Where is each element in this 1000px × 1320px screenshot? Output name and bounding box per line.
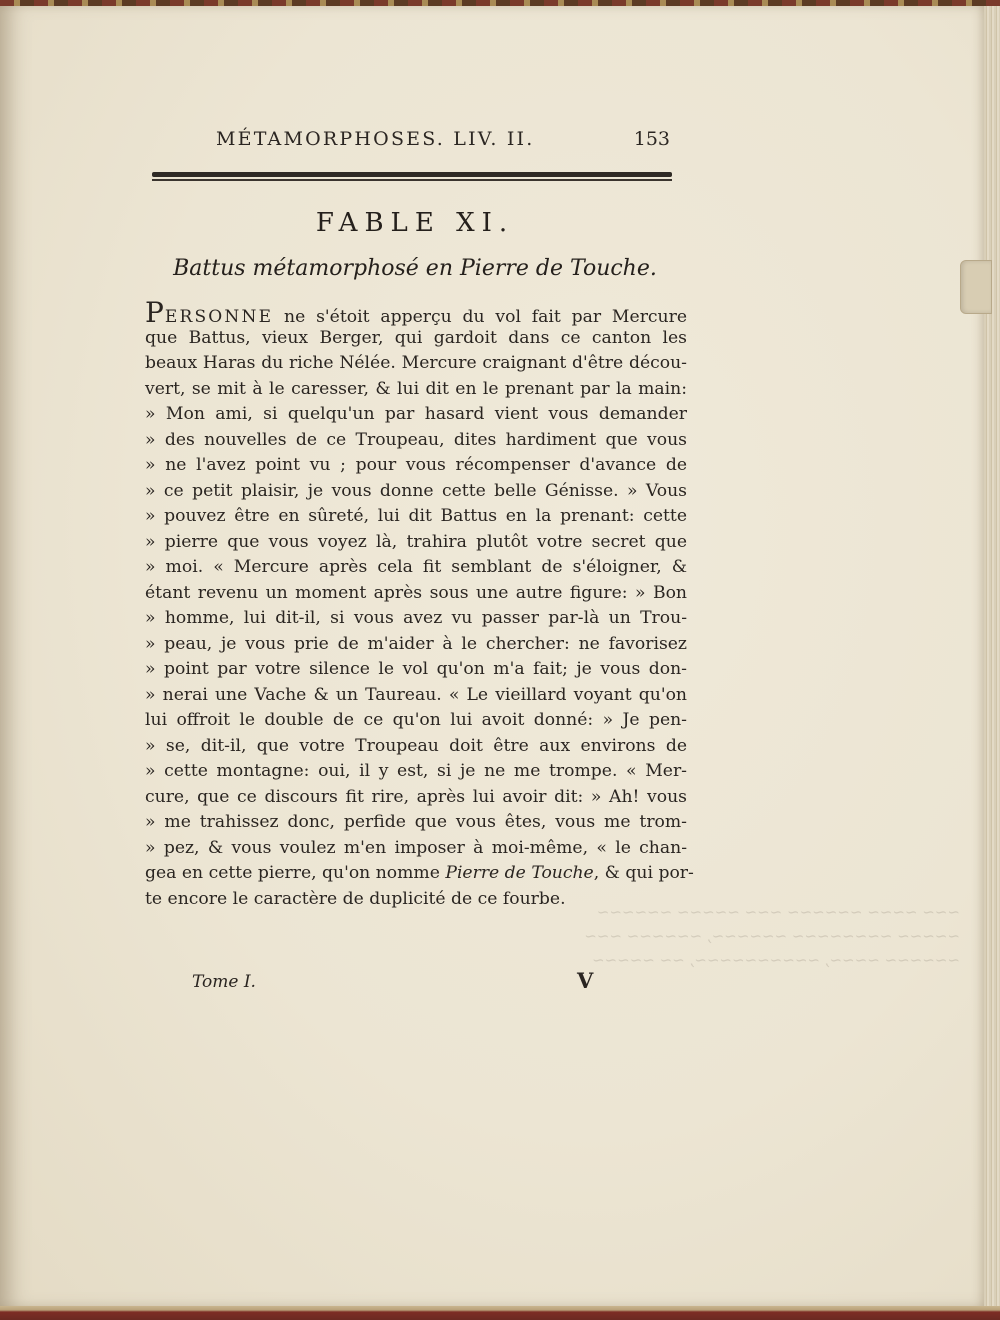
page-number: 153 [633, 128, 670, 150]
text-line: » pierre que vous voyez là, trahira plutôt votre secret que [145, 531, 687, 552]
text-line: » me trahissez donc, perfide que vous êtes, vous me trom- [145, 812, 687, 832]
text-line [145, 296, 687, 329]
text-line: » pouvez être en sûreté, lui dit Battus en la prenant: cette [145, 506, 687, 526]
volume-label: Tome I. [192, 972, 256, 992]
text-line: » homme, lui dit-il, si vous avez vu passer par-là un Trou- [145, 608, 687, 628]
text-line: » se, dit-il, que votre Troupeau doit être aux environs de [145, 735, 687, 756]
text-line: vert, se mit à le caresser, & lui dit en le prenant par la main: [145, 378, 687, 399]
text-line: » moi. « Mercure après cela fit semblant de s'éloigner, & [145, 557, 687, 577]
text-line: lui offroit le double de ce qu'on lui avoit donné: » Je pen- [145, 710, 687, 730]
header-rule-thin [152, 179, 672, 181]
text-line-start: gea en cette pierre, qu'on nomme [145, 863, 446, 883]
text-line: que Battus, vieux Berger, qui gardoit dans ce canton les [145, 327, 687, 348]
header-rule-thick [152, 172, 672, 177]
text-line: » peau, je vous prie de m'aider à le chercher: ne favorisez [145, 633, 687, 654]
drop-cap: P [145, 296, 165, 329]
italic-term: Pierre de Touche [445, 863, 594, 883]
text-line: » Mon ami, si quelqu'un par hasard vient vous demander [145, 404, 687, 424]
running-head [216, 128, 676, 158]
fable-body [145, 296, 694, 912]
text-line: » point par votre silence le vol qu'on m'a fait; je vous don- [145, 659, 687, 679]
text-line: étant revenu un moment après sous une autre figure: » Bon [145, 582, 687, 603]
text-line: » pez, & vous voulez m'en imposer à moi-même, « le chan- [145, 837, 687, 858]
book-bottom-edge [0, 1306, 1000, 1320]
header-rule [152, 172, 672, 182]
text-line: » ce petit plaisir, je vous donne cette belle Génisse. » Vous [145, 480, 687, 501]
fable-title: FABLE XI. [315, 208, 515, 238]
text-line-rest: ne s'étoit apperçu du vol fait par Mercure [273, 307, 687, 327]
page-stack-edge [984, 6, 1000, 1306]
text-line: cure, que ce discours fit rire, après lui avoir dit: » Ah! vous [145, 786, 687, 807]
text-line [145, 861, 694, 887]
page-tab-insert [960, 260, 992, 314]
running-title: MÉTAMORPHOSES. LIV. II. [216, 128, 535, 150]
text-line: » cette montagne: oui, il y est, si je ne me trompe. « Mer- [145, 761, 687, 781]
show-through-text: ~~~ ~~~~ ~~~~~~ ~~~ ~~~~~ ~~~~~~ ~~~~~ ~~~~~~~~ ~~~~~~, ~~~~~~ ~~~ ~~~~~~ ~~~~, ~~~~~~~~~~, ~~ ~~~~~ [584, 903, 960, 969]
text-line: » nerai une Vache & un Taureau. « Le vieillard voyant qu'on [145, 684, 687, 705]
signature-mark: V [577, 968, 594, 993]
text-line: » des nouvelles de ce Troupeau, dites hardiment que vous [145, 429, 687, 450]
text-line: beaux Haras du riche Nélée. Mercure craignant d'être décou- [145, 353, 687, 373]
text-line: » ne l'avez point vu ; pour vous récompenser d'avance de [145, 455, 687, 475]
opening-small-caps: ERSONNE [164, 307, 274, 327]
fable-subtitle: Battus métamorphosé en Pierre de Touche. [173, 256, 657, 281]
text-line-last: te encore le caractère de duplicité de ce fourbe. [145, 888, 566, 909]
text-line-end: , & qui por- [593, 863, 694, 883]
